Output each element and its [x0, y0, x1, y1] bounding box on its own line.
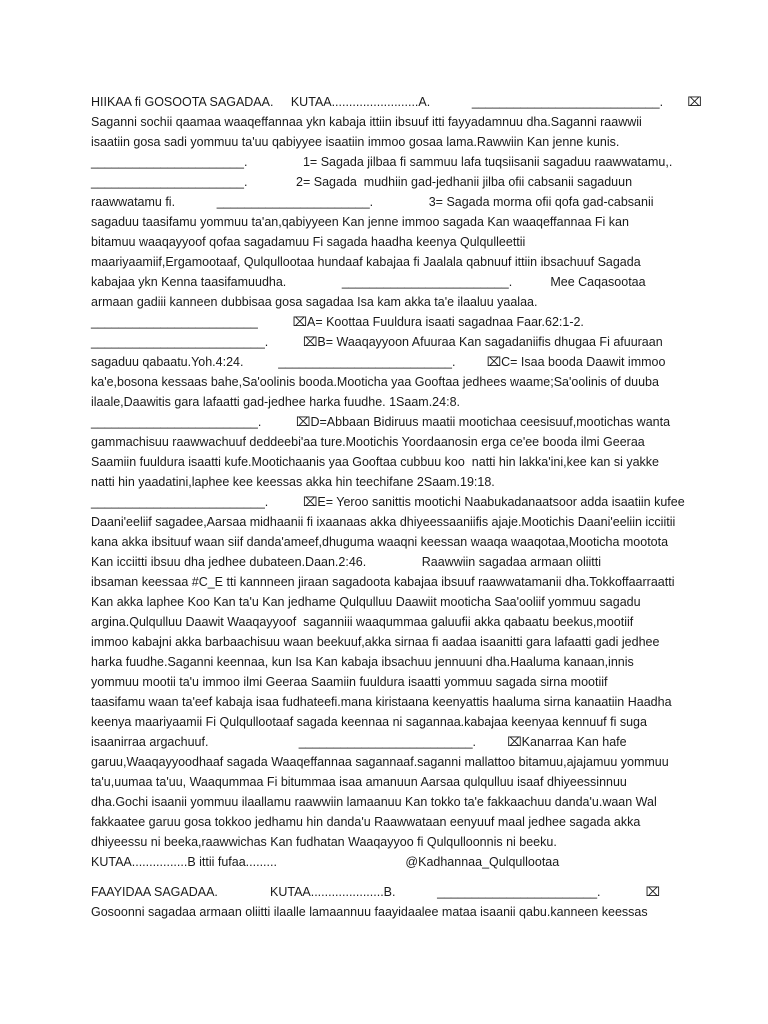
text-line: armaan gadiii kanneen dubbisaa gosa sagadaa Isa kam akka ta'e ilaaluu yaalaa.	[91, 295, 538, 309]
text-line: sagaduu taasifamu yommuu ta'an,qabiyyeen Kan jenne immoo sagada Kan waaqeffannaa Fi kan	[91, 215, 629, 229]
text-line: _________________________. ⌧E= Yeroo sanittis mootichi Naabukadanaatsoor adda isaatiin kufee	[91, 495, 685, 509]
text-line: Saganni sochii qaamaa waaqeffannaa ykn kabaja ittiin ibsuuf itti fayyadamnuu dha.Saganni raawwii	[91, 115, 642, 129]
text-line: immoo kabajni akka barbaachisuu waan beekuuf,akka sirnaa fi aadaa isaanitti gara lafaatti gadi jedhee	[91, 635, 660, 649]
text-line: taasifamu waan ta'eef kabaja isaa fudhateefi.mana kiristaana keenyattis haaluma sirna kanaatiin Haadha	[91, 695, 672, 709]
text-line: Kan icciitti ibsuu dha jedhee dubateen.Daan.2:46. Raawwiin sagadaa armaan oliitti	[91, 555, 602, 569]
section-hiikaa-fi-gosoota-sagadaa	[91, 92, 702, 872]
section-faayidaa-sagadaa	[91, 882, 691, 922]
text-line: bitamuu waaqayyoof qofaa sagadamuu Fi sagada haadha keenya Qulqulleettii	[91, 235, 526, 249]
text-line: fakkaatee garuu gosa tokkoo jedhamu hin danda'u Raawwataan eenyuuf maal jedhee sagada akka	[91, 815, 641, 829]
text-line: isaatiin gosa sadi yommuu ta'uu qabiyyee isaatiin immoo gosaa lama.Rawwiin Kan jenne kunis.	[91, 135, 620, 149]
text-line: Kan akka laphee Koo Kan ta'u Kan jedhame Qulqulluu Daawiit mooticha Saa'ooliif yommuu sagadu	[91, 595, 641, 609]
text-line: _________________________. ⌧B= Waaqayyoon Afuuraa Kan sagadaniifis dhugaa Fi afuuraan	[91, 335, 663, 349]
text-line: ibsaman keessaa #C_E tti kannneen jiraan sagadoota kabajaa ibsuuf raawwatamanii dha.Tokkoffaarraatti	[91, 575, 675, 589]
text-line: garuu,Waaqayyoodhaaf sagada Waaqeffannaa sagannaaf.saganni mallattoo bitamuu,ajajamuu yommuu	[91, 755, 669, 769]
text-line: argina.Qulqulluu Daawit Waaqayyoof saganniii waaqummaa galuufii akka qabaatu beekus,mootiif	[91, 615, 634, 629]
text-line: kabajaa ykn Kenna taasifamuudha. ________________________. Mee Caqasootaa	[91, 275, 646, 289]
text-line: maariyaamiif,Ergamootaaf, Qulqullootaa hundaaf kabajaa fi Jaalala qabnuuf ittiin ibsachuuf Sagada	[91, 255, 641, 269]
text-line: Gosoonni sagadaa armaan oliitti ilaalle lamaannuu faayidaalee mataa isaanii qabu.kanneen keessas	[91, 905, 648, 919]
text-line: gammachisuu raawwachuuf deddeebi'aa ture.Mootichis Yoordaanosin erga ce'ee booda ilmi Geeraa	[91, 435, 645, 449]
text-line: keenya maariyaamii Fi Qulqullootaaf sagada keennaa ni sagannaa.kabajaa keenyaa kennuuf fi suga	[91, 715, 647, 729]
text-line: kana akka ibsituuf waan siif danda'ameef,dhuguma waaqni keessan waaqa waaqotaa,Mooticha mootota	[91, 535, 669, 549]
text-line: Daani'eeliif sagadee,Aarsaa midhaanii fi ixaanaas akka dhiyeessaaniifis ajaje.Mootichis Daani'eeliin icciitii	[91, 515, 676, 529]
text-line: ka'e,bosona kessaas bahe,Sa'oolinis booda.Mooticha yaa Gooftaa jedhees waame;Sa'oolinis of duuba	[91, 375, 659, 389]
text-line: ________________________. ⌧D=Abbaan Bidiruus maatii mootichaa ceesisuuf,mootichas wanta	[91, 415, 671, 429]
text-line: HIIKAA fi GOSOOTA SAGADAA. KUTAA.........................A. ___________________________. ⌧	[91, 95, 702, 109]
text-line: ______________________. 2= Sagada mudhiin gad-jedhanii jilba ofii cabsanii sagaduun	[91, 175, 633, 189]
text-line: FAAYIDAA SAGADAA. KUTAA.....................B. _______________________. ⌧	[91, 885, 661, 899]
text-line: natti hin yaadatini,laphee kee keessas akka hin teechifane 2Saam.19:18.	[91, 475, 495, 489]
text-line: dha.Gochi isaanii yommuu ilaallamu raawwiin lamaanuu Kan tokko ta'e fakkaachuu danda'u.waan Wal	[91, 795, 657, 809]
text-line: yommuu mootii ta'u immoo ilmi Geeraa Saamiin fuuldura isaatti yommuu sagada sirna mootiif	[91, 675, 608, 689]
text-line: sagaduu qabaatu.Yoh.4:24. _________________________. ⌧C= Isaa booda Daawit immoo	[91, 355, 666, 369]
text-line: raawwatamu fi. ______________________. 3= Sagada morma ofii qofa gad-cabsanii	[91, 195, 654, 209]
text-line: harka fuudhe.Saganni keennaa, kun Isa Kan kabaja ibsachuu jennuuni dha.Haaluma kanaan,innis	[91, 655, 634, 669]
text-line: ilaale,Daawitis gara lafaatti gad-jedhee harka fuudhe. 1Saam.24:8.	[91, 395, 460, 409]
text-line: dhiyeessu ni beeka,raawwichas Kan fudhatan Waaqayyoo fi Qulqulloonnis ni beeku.	[91, 835, 557, 849]
text-line: Saamiin fuuldura isaatti kufe.Mootichaanis yaa Gooftaa cubbuu koo natti hin lakka'ini,kee kan si yakke	[91, 455, 659, 469]
text-line: ________________________ ⌧A= Koottaa Fuuldura isaati sagadnaa Faar.62:1-2.	[91, 315, 584, 329]
text-line: isaanirraa argachuuf. _________________________. ⌧Kanarraa Kan hafe	[91, 735, 627, 749]
text-line: KUTAA................B ittii fufaa......... @Kadhannaa_Qulqullootaa	[91, 855, 560, 869]
text-line: ______________________. 1= Sagada jilbaa fi sammuu lafa tuqsiisanii sagaduu raawwatamu,.	[91, 155, 673, 169]
text-line: ta'u,uumaa ta'uu, Waaqummaa Fi bitummaa isaa amanuun Aarsaa qulqulluu isaaf dhiyeessinnuu	[91, 775, 627, 789]
